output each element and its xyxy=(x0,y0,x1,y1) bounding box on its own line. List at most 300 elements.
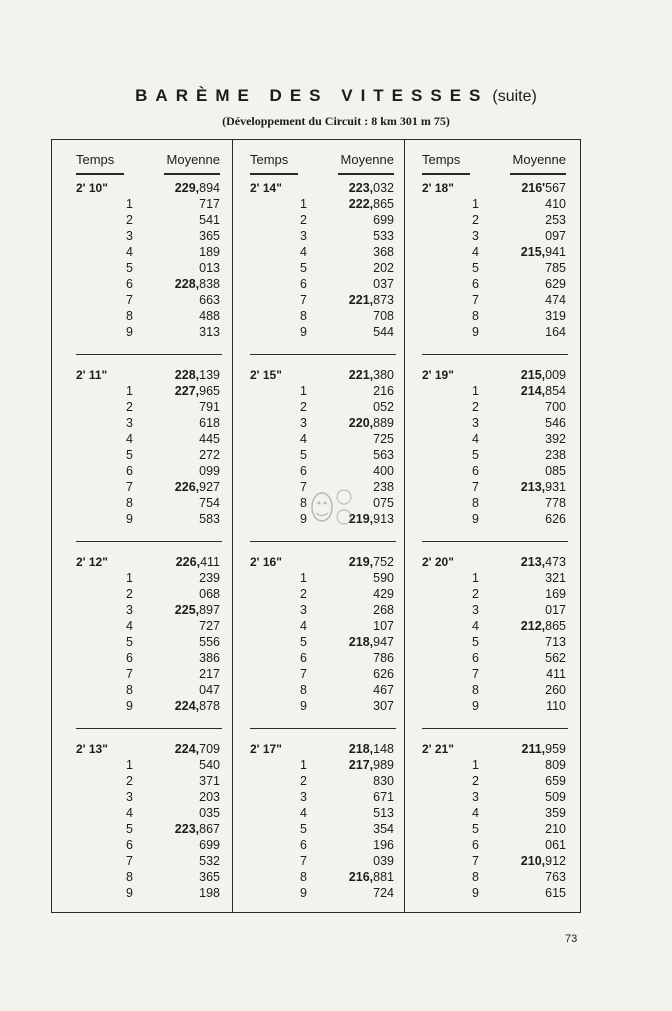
row-speed xyxy=(545,463,566,479)
speed-decimal: 210 xyxy=(545,822,566,836)
row-speed xyxy=(199,260,220,276)
row-second-fraction: 3 xyxy=(472,603,479,617)
row-second-fraction: 4 xyxy=(472,245,479,259)
speed-decimal: 590 xyxy=(373,571,394,585)
speed-integer: 218, xyxy=(348,742,374,756)
table-row xyxy=(234,869,408,885)
speed-decimal: 039 xyxy=(373,854,394,868)
row-second-fraction: 4 xyxy=(126,245,133,259)
row-speed xyxy=(199,244,220,260)
speed-decimal: 513 xyxy=(373,806,394,820)
speed-decimal: 164 xyxy=(545,325,566,339)
title-text: BARÈME DES VITESSES xyxy=(135,86,489,105)
speed-decimal: 473 xyxy=(545,555,566,569)
speed-decimal: 626 xyxy=(373,667,394,681)
table-row xyxy=(60,586,234,602)
row-second-fraction: 5 xyxy=(300,261,307,275)
speed-integer: 224, xyxy=(174,699,200,713)
row-second-fraction: 2 xyxy=(472,587,479,601)
table-row xyxy=(406,383,580,399)
table-row xyxy=(234,789,408,805)
speed-integer: 223, xyxy=(348,181,374,195)
block-rule xyxy=(76,728,222,729)
speed-decimal: 724 xyxy=(373,886,394,900)
speed-decimal: 068 xyxy=(199,587,220,601)
table-row xyxy=(406,869,580,885)
speed-decimal: 717 xyxy=(199,197,220,211)
table-row xyxy=(406,618,580,634)
speed-integer: 219, xyxy=(348,512,374,526)
table-row xyxy=(406,698,580,714)
row-speed xyxy=(199,228,220,244)
row-speed xyxy=(199,789,220,805)
row-second-fraction: 6 xyxy=(126,651,133,665)
row-second-fraction: 1 xyxy=(126,197,133,211)
row-second-fraction: 2 xyxy=(126,400,133,414)
header-moyenne: Moyenne xyxy=(340,152,394,167)
speed-decimal: 615 xyxy=(545,886,566,900)
row-speed xyxy=(175,741,220,757)
table-row xyxy=(406,650,580,666)
row-speed xyxy=(349,869,394,885)
speed-integer: 210, xyxy=(520,854,546,868)
speed-integer: 226, xyxy=(175,555,201,569)
row-second-fraction: 9 xyxy=(126,699,133,713)
speed-decimal: 727 xyxy=(199,619,220,633)
row-second-fraction: 8 xyxy=(300,309,307,323)
table-row xyxy=(406,463,580,479)
table-row xyxy=(234,415,408,431)
row-second-fraction: 3 xyxy=(300,229,307,243)
row-second-fraction: 3 xyxy=(472,790,479,804)
table-row xyxy=(406,741,580,757)
table-row xyxy=(60,479,234,495)
row-speed xyxy=(545,308,566,324)
row-speed xyxy=(373,698,394,714)
row-second-fraction: 8 xyxy=(126,309,133,323)
speed-decimal: 009 xyxy=(545,368,566,382)
speed-decimal: 838 xyxy=(199,277,220,291)
column-header xyxy=(234,152,408,170)
row-speed xyxy=(373,805,394,821)
speed-decimal: 725 xyxy=(373,432,394,446)
row-time: 2' 14" xyxy=(250,181,282,195)
speed-integer: 227, xyxy=(174,384,200,398)
row-speed xyxy=(546,666,566,682)
speed-decimal: 467 xyxy=(373,683,394,697)
speed-integer: 220, xyxy=(348,416,374,430)
speed-decimal: 400 xyxy=(373,464,394,478)
row-speed xyxy=(175,367,220,383)
row-speed xyxy=(545,885,566,901)
row-speed xyxy=(373,821,394,837)
row-time: 2' 18" xyxy=(422,181,454,195)
table-row xyxy=(234,447,408,463)
row-speed xyxy=(545,415,566,431)
row-time: 2' 15" xyxy=(250,368,282,382)
table-row xyxy=(60,869,234,885)
speed-decimal: 365 xyxy=(199,870,220,884)
row-speed xyxy=(349,196,394,212)
row-speed xyxy=(545,495,566,511)
row-speed xyxy=(546,698,566,714)
row-second-fraction: 4 xyxy=(300,806,307,820)
speed-decimal: 253 xyxy=(545,213,566,227)
speed-decimal: 268 xyxy=(373,603,394,617)
table-row xyxy=(406,431,580,447)
speed-decimal: 202 xyxy=(373,261,394,275)
row-second-fraction: 4 xyxy=(126,806,133,820)
speed-decimal: 763 xyxy=(545,870,566,884)
speed-decimal: 198 xyxy=(199,886,220,900)
speed-decimal: 013 xyxy=(199,261,220,275)
table-row xyxy=(406,853,580,869)
speed-decimal: 865 xyxy=(373,197,394,211)
row-speed xyxy=(373,666,394,682)
speed-decimal: 052 xyxy=(373,400,394,414)
row-second-fraction: 5 xyxy=(472,822,479,836)
row-time: 2' 16" xyxy=(250,555,282,569)
speed-decimal: 047 xyxy=(199,683,220,697)
row-speed xyxy=(199,869,220,885)
row-second-fraction: 7 xyxy=(472,293,479,307)
row-speed xyxy=(175,180,220,196)
row-speed xyxy=(545,324,566,340)
row-speed xyxy=(199,324,220,340)
row-second-fraction: 7 xyxy=(126,667,133,681)
row-speed xyxy=(199,650,220,666)
row-speed xyxy=(545,757,566,773)
row-second-fraction: 5 xyxy=(472,635,479,649)
row-speed xyxy=(175,821,220,837)
speed-decimal: 148 xyxy=(373,742,394,756)
header-underline xyxy=(250,173,298,175)
row-speed xyxy=(373,260,394,276)
row-second-fraction: 6 xyxy=(126,838,133,852)
table-row xyxy=(406,244,580,260)
speed-decimal: 913 xyxy=(373,512,394,526)
table-row xyxy=(234,618,408,634)
table-row xyxy=(60,837,234,853)
row-second-fraction: 7 xyxy=(472,480,479,494)
table-row xyxy=(60,634,234,650)
table-row xyxy=(60,666,234,682)
table-row xyxy=(60,367,234,383)
row-second-fraction: 5 xyxy=(126,635,133,649)
table-row xyxy=(60,789,234,805)
speed-decimal: 368 xyxy=(373,245,394,259)
row-second-fraction: 6 xyxy=(472,277,479,291)
speed-decimal: 061 xyxy=(545,838,566,852)
row-speed xyxy=(373,682,394,698)
row-second-fraction: 7 xyxy=(300,480,307,494)
row-second-fraction: 2 xyxy=(126,774,133,788)
row-second-fraction: 8 xyxy=(300,496,307,510)
speed-decimal: 196 xyxy=(373,838,394,852)
row-speed xyxy=(373,431,394,447)
table-row xyxy=(234,650,408,666)
row-second-fraction: 4 xyxy=(472,432,479,446)
table-row xyxy=(60,244,234,260)
row-speed xyxy=(349,554,394,570)
row-speed xyxy=(175,602,220,618)
table-row xyxy=(406,634,580,650)
row-speed xyxy=(545,650,566,666)
row-speed xyxy=(199,196,220,212)
speed-integer: 228, xyxy=(174,368,200,382)
speed-decimal: 509 xyxy=(545,790,566,804)
table-row xyxy=(234,383,408,399)
table-row xyxy=(60,196,234,212)
speed-integer: 223, xyxy=(174,822,200,836)
speed-decimal: 889 xyxy=(373,416,394,430)
row-second-fraction: 7 xyxy=(472,667,479,681)
speed-decimal: 099 xyxy=(199,464,220,478)
row-speed xyxy=(199,463,220,479)
table-row xyxy=(234,244,408,260)
row-speed xyxy=(521,853,566,869)
row-second-fraction: 7 xyxy=(300,854,307,868)
speed-decimal: 785 xyxy=(545,261,566,275)
table-row xyxy=(406,821,580,837)
speed-decimal: 365 xyxy=(199,229,220,243)
row-second-fraction: 1 xyxy=(300,571,307,585)
header-temps: Temps xyxy=(76,152,115,167)
table-row xyxy=(234,634,408,650)
speed-decimal: 017 xyxy=(545,603,566,617)
row-speed xyxy=(373,570,394,586)
speed-decimal: 307 xyxy=(373,699,394,713)
table-row xyxy=(60,463,234,479)
row-second-fraction: 6 xyxy=(472,464,479,478)
row-second-fraction: 3 xyxy=(472,416,479,430)
row-speed xyxy=(349,292,394,308)
row-second-fraction: 3 xyxy=(126,416,133,430)
table-row xyxy=(406,554,580,570)
block-rule xyxy=(76,541,222,542)
row-speed xyxy=(545,634,566,650)
row-speed xyxy=(545,602,566,618)
row-second-fraction: 5 xyxy=(300,822,307,836)
table-row xyxy=(60,308,234,324)
row-second-fraction: 2 xyxy=(300,400,307,414)
speed-integer: 226, xyxy=(174,480,200,494)
table-row xyxy=(234,853,408,869)
row-second-fraction: 8 xyxy=(126,683,133,697)
table-row xyxy=(60,324,234,340)
row-second-fraction: 1 xyxy=(300,758,307,772)
row-speed xyxy=(522,741,567,757)
table-row xyxy=(234,805,408,821)
speed-decimal: 927 xyxy=(199,480,220,494)
row-second-fraction: 4 xyxy=(300,619,307,633)
row-second-fraction: 2 xyxy=(472,400,479,414)
table-row xyxy=(406,276,580,292)
speed-decimal: 663 xyxy=(199,293,220,307)
row-second-fraction: 5 xyxy=(300,635,307,649)
speed-integer: 228, xyxy=(174,277,200,291)
row-second-fraction: 3 xyxy=(300,416,307,430)
row-speed xyxy=(349,180,394,196)
speed-decimal: 075 xyxy=(373,496,394,510)
speed-decimal: 238 xyxy=(545,448,566,462)
row-speed xyxy=(545,821,566,837)
row-speed xyxy=(199,570,220,586)
row-second-fraction: 1 xyxy=(126,384,133,398)
row-speed xyxy=(373,602,394,618)
table-row xyxy=(406,260,580,276)
row-second-fraction: 4 xyxy=(300,245,307,259)
table-row xyxy=(406,212,580,228)
row-second-fraction: 8 xyxy=(472,496,479,510)
table-row xyxy=(234,586,408,602)
table-row xyxy=(406,757,580,773)
table-column xyxy=(406,140,580,910)
speed-decimal: 567 xyxy=(545,181,566,195)
row-speed xyxy=(373,885,394,901)
speed-decimal: 216 xyxy=(373,384,394,398)
row-speed xyxy=(521,383,566,399)
speed-decimal: 778 xyxy=(545,496,566,510)
row-second-fraction: 5 xyxy=(472,261,479,275)
speed-decimal: 032 xyxy=(373,181,394,195)
speed-decimal: 189 xyxy=(199,245,220,259)
speed-decimal: 786 xyxy=(373,651,394,665)
table-row xyxy=(234,570,408,586)
table-row xyxy=(60,698,234,714)
speed-integer: 215, xyxy=(520,368,546,382)
row-speed xyxy=(545,511,566,527)
speed-decimal: 867 xyxy=(199,822,220,836)
table-row xyxy=(60,495,234,511)
speed-integer: 225, xyxy=(174,603,200,617)
speed-decimal: 989 xyxy=(373,758,394,772)
speed-decimal: 618 xyxy=(199,416,220,430)
row-speed xyxy=(545,805,566,821)
row-second-fraction: 1 xyxy=(472,571,479,585)
speed-decimal: 941 xyxy=(545,245,566,259)
row-second-fraction: 1 xyxy=(126,571,133,585)
speed-decimal: 754 xyxy=(199,496,220,510)
row-second-fraction: 9 xyxy=(472,886,479,900)
row-second-fraction: 9 xyxy=(472,512,479,526)
row-time: 2' 20" xyxy=(422,555,454,569)
row-time: 2' 10" xyxy=(76,181,108,195)
row-speed xyxy=(199,511,220,527)
row-second-fraction: 3 xyxy=(472,229,479,243)
row-speed xyxy=(373,618,394,634)
table-row xyxy=(406,180,580,196)
speed-decimal: 562 xyxy=(545,651,566,665)
row-second-fraction: 9 xyxy=(300,886,307,900)
row-second-fraction: 4 xyxy=(300,432,307,446)
speed-decimal: 931 xyxy=(545,480,566,494)
library-stamp-icon xyxy=(308,487,358,527)
header-underline xyxy=(422,173,470,175)
row-speed xyxy=(521,367,566,383)
header-moyenne: Moyenne xyxy=(166,152,220,167)
table-row xyxy=(406,292,580,308)
row-second-fraction: 7 xyxy=(300,667,307,681)
speed-decimal: 546 xyxy=(545,416,566,430)
speed-integer: 218, xyxy=(348,635,374,649)
row-time: 2' 21" xyxy=(422,742,454,756)
row-second-fraction: 5 xyxy=(126,822,133,836)
row-speed xyxy=(545,789,566,805)
speed-decimal: 544 xyxy=(373,325,394,339)
table-row xyxy=(234,837,408,853)
speed-decimal: 313 xyxy=(199,325,220,339)
speed-decimal: 272 xyxy=(199,448,220,462)
row-speed xyxy=(199,495,220,511)
table-row xyxy=(406,511,580,527)
table-row xyxy=(234,324,408,340)
speed-decimal: 097 xyxy=(545,229,566,243)
speed-decimal: 700 xyxy=(545,400,566,414)
row-speed xyxy=(373,463,394,479)
row-second-fraction: 3 xyxy=(126,603,133,617)
speed-decimal: 709 xyxy=(199,742,220,756)
speed-decimal: 380 xyxy=(373,368,394,382)
table-row xyxy=(234,821,408,837)
row-speed xyxy=(373,447,394,463)
row-speed xyxy=(373,399,394,415)
speed-decimal: 894 xyxy=(199,181,220,195)
row-second-fraction: 1 xyxy=(300,384,307,398)
speed-decimal: 107 xyxy=(373,619,394,633)
table-row xyxy=(406,682,580,698)
table-row xyxy=(234,682,408,698)
speed-decimal: 411 xyxy=(200,555,220,569)
row-speed xyxy=(175,479,220,495)
row-speed xyxy=(199,618,220,634)
table-row xyxy=(234,741,408,757)
row-second-fraction: 6 xyxy=(472,838,479,852)
speed-decimal: 699 xyxy=(199,838,220,852)
header-temps: Temps xyxy=(250,152,289,167)
block-rule xyxy=(76,354,222,355)
row-speed xyxy=(373,324,394,340)
row-speed xyxy=(349,634,394,650)
row-second-fraction: 8 xyxy=(300,683,307,697)
row-second-fraction: 4 xyxy=(472,806,479,820)
row-speed xyxy=(545,570,566,586)
speed-decimal: 556 xyxy=(199,635,220,649)
row-second-fraction: 6 xyxy=(126,464,133,478)
table-row xyxy=(60,773,234,789)
row-second-fraction: 1 xyxy=(126,758,133,772)
speed-integer: 219, xyxy=(348,555,374,569)
row-speed xyxy=(199,805,220,821)
speed-integer: 216' xyxy=(521,181,546,195)
row-second-fraction: 8 xyxy=(126,496,133,510)
row-speed xyxy=(349,741,394,757)
speed-decimal: 671 xyxy=(373,790,394,804)
speed-decimal: 541 xyxy=(199,213,220,227)
row-second-fraction: 2 xyxy=(126,213,133,227)
header-temps: Temps xyxy=(422,152,461,167)
row-speed xyxy=(199,292,220,308)
row-speed xyxy=(349,757,394,773)
speed-decimal: 238 xyxy=(373,480,394,494)
header-underline xyxy=(164,173,220,175)
row-second-fraction: 5 xyxy=(126,261,133,275)
speed-decimal: 752 xyxy=(373,555,394,569)
row-second-fraction: 6 xyxy=(126,277,133,291)
table-row xyxy=(60,383,234,399)
row-speed xyxy=(175,383,220,399)
table-row xyxy=(60,447,234,463)
